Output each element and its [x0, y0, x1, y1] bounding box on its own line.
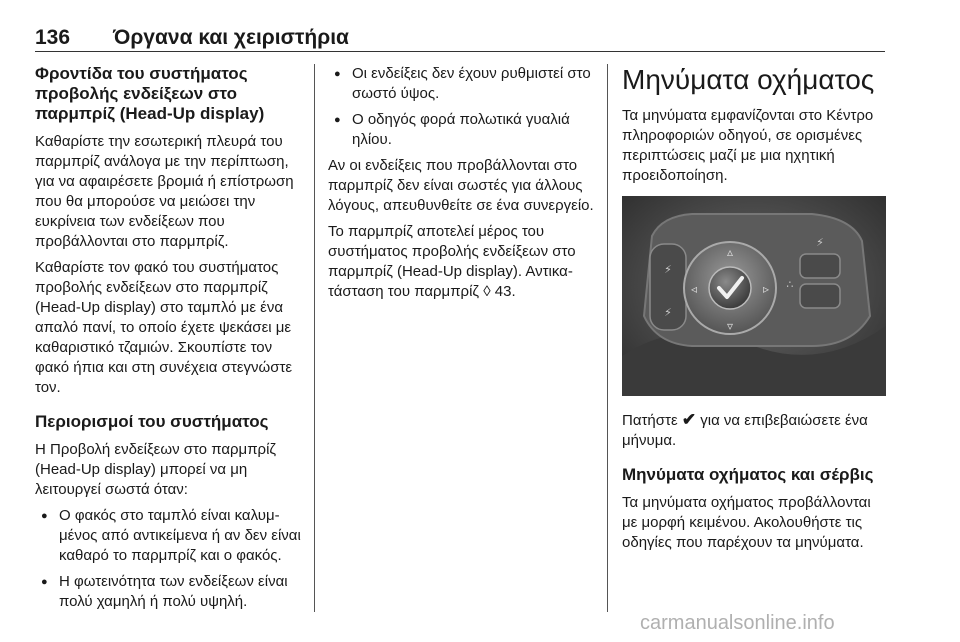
column-divider-1 [314, 64, 315, 612]
section-title-vehicle-messages: Μηνύματα οχήματος [622, 64, 875, 95]
svg-text:⚡: ⚡ [664, 263, 672, 276]
paragraph [622, 410, 886, 451]
svg-text:▹: ▹ [762, 282, 770, 296]
paragraph: Καθαρίστε τον φακό του συστήματος προβολής ενδείξεων στο παρμπρίζ (Head-Up display) στο ταμπλό με ένα απαλό πανί, το οποίο έχετε ψεκάσει με καθαριστικό τζαμιών. Σκουπίστε τον φακό ήπια και στη συνέχεια στεγνώστε τον. [35, 259, 293, 396]
watermark: carmanualsonline.info [640, 612, 835, 634]
steering-wheel-controls-figure [622, 196, 886, 396]
page-reference-icon: ◊ [483, 283, 491, 300]
svg-text:◃: ◃ [690, 282, 698, 296]
page-number: 136 [35, 26, 71, 49]
confirm-button [709, 267, 751, 309]
svg-text:⚡: ⚡ [816, 236, 824, 249]
paragraph: Καθαρίστε την εσωτερική πλευρά του παρμπρίζ ανάλογα με την περίπτωση, για να αφαιρέσετε βρομιά ή επίστρωση που θα μπορούσε να μειώσει την ευκρίνεια των ενδείξεων που προβάλλονται στο παρμπρίζ. [35, 133, 294, 250]
list-item: ● Ο φακός στο ταμπλό είναι καλυμμένος από αντικείμενα ή αν δεν είναι καθαρό το παρμπρίζ και ο φακός. [35, 506, 301, 566]
list-item: ● Ο οδηγός φορά πολωτικά γυαλιά ηλίου. [328, 110, 596, 150]
steering-wheel-illustration [622, 196, 886, 396]
paragraph-text: Πατήστε [622, 412, 682, 429]
chapter-title: Όργανα και χειριστήρια [113, 26, 349, 49]
column-1 [35, 64, 301, 618]
list-item: ● Οι ενδείξεις δεν έχουν ρυθμιστεί στο σωστό ύψος. [328, 64, 596, 104]
paragraph: Η Προβολή ενδείξεων στο παρμπρίζ (Head-Up display) μπορεί να μη λειτουργεί σωστά όταν: [35, 441, 277, 498]
paragraph [328, 222, 596, 302]
section-heading-system-limits: Περιορισμοί του συστήματος [35, 412, 269, 431]
page-reference-number: 43. [490, 283, 516, 300]
header-divider [35, 51, 885, 52]
bullet-list [328, 64, 596, 150]
paragraph-text: για να επιβεβαιώσετε ένα μήνυμα. [622, 412, 868, 449]
paragraph-text: Το παρμπρίζ αποτελεί μέρος του συστήματος προβολής ενδείξεων στο παρμπρίζ (Head-Up display). Αντικατάσταση του παρμπρίζ [328, 223, 576, 300]
paragraph: Τα μηνύματα οχήματος προβάλλονται με μορφή κειμένου. Ακολουθήστε τις οδηγίες που παρέχουν τα μηνύματα. [622, 494, 871, 551]
column-3 [622, 64, 886, 559]
svg-text:∴: ∴ [786, 278, 794, 291]
column-2 [328, 64, 596, 308]
svg-text:⚡: ⚡ [664, 306, 672, 319]
paragraph: Τα μηνύματα εμφανίζονται στο Κέντρο πληροφοριών οδηγού, σε ορισμένες περιπτώσεις μαζί με μια ηχητική προειδοποίηση. [622, 107, 874, 184]
svg-text:▿: ▿ [726, 319, 734, 333]
page-header [35, 18, 885, 52]
section-heading-hud-care: Φροντίδα του συστήματος προβολής ενδείξεων στο παρμπρίζ (Head-Up display) [35, 64, 265, 123]
bullet-list [35, 506, 301, 612]
section-heading-vehicle-service-messages: Μηνύματα οχήματος και σέρβις [622, 465, 874, 484]
check-icon: ✔ [681, 410, 697, 429]
svg-text:▵: ▵ [726, 245, 734, 259]
list-item: ● Η φωτεινότητα των ενδείξεων είναι πολύ χαμηλή ή πολύ υψηλή. [35, 572, 301, 612]
column-divider-2 [607, 64, 608, 612]
paragraph: Αν οι ενδείξεις που προβάλλονται στο παρμπρίζ δεν είναι σωστές για άλλους λόγους, απευθυνθείτε σε ένα συνεργείο. [328, 157, 594, 214]
